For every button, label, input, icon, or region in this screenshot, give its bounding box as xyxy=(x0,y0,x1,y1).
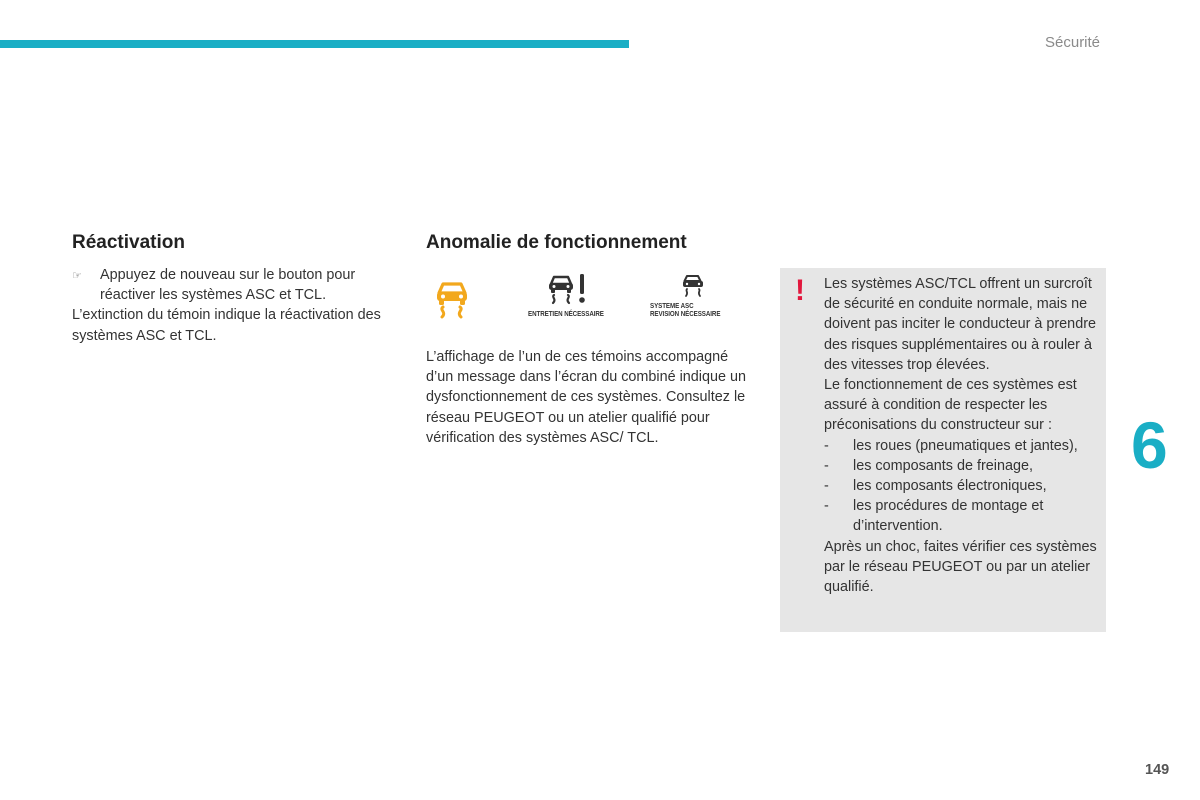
note-closing: Après un choc, faites vérifier ces systèmes par le réseau PEUGEOT ou par un atelier qualifié. xyxy=(824,538,1097,596)
note-text xyxy=(824,274,1100,597)
page-number: 149 xyxy=(1145,762,1170,778)
skid-warning-exclamation-icon xyxy=(514,272,621,318)
list-item: - les procédures de montage et d’intervention. xyxy=(824,496,1100,536)
entretien-caption: ENTRETIEN NÉCESSAIRE xyxy=(528,309,604,318)
reactivation-paragraph: L’extinction du témoin indique la réactivation des systèmes ASC et TCL. xyxy=(72,307,381,344)
reactivation-bullet xyxy=(72,265,387,305)
anomalie-paragraph: L’affichage de l’un de ces témoins accompagné d’un message dans l’écran du combiné indique un dysfonctionnement de ces systèmes. Consultez le réseau PEUGEOT ou un atelier qualifié pour vérification des systèmes ASC/ TCL. xyxy=(426,349,747,446)
systeme-asc-caption-line2: REVISION NÉCESSAIRE xyxy=(650,309,721,318)
systeme-asc-caption xyxy=(650,302,720,318)
reactivation-bullet-text: Appuyez de nouveau sur le bouton pour réactiver les systèmes ASC et TCL. xyxy=(100,267,356,304)
list-item-text: les composants électroniques, xyxy=(853,478,1047,495)
list-item: - les composants de freinage, xyxy=(824,456,1100,476)
chapter-number: 6 xyxy=(1131,408,1168,482)
asc-tcl-warning-lamp-icon xyxy=(434,280,470,320)
list-item: - les roues (pneumatiques et jantes), xyxy=(824,436,1100,456)
list-item-text: les procédures de montage et d’intervention. xyxy=(853,498,1044,535)
list-item: - les composants électroniques, xyxy=(824,476,1100,496)
warning-note-box xyxy=(780,268,1106,632)
header-accent-bar xyxy=(0,40,629,48)
reactivation-heading: Réactivation xyxy=(72,232,185,253)
exclamation-icon: ! xyxy=(795,274,805,307)
list-item-text: les roues (pneumatiques et jantes), xyxy=(853,437,1078,454)
hand-pointer-icon: ☞ xyxy=(72,270,82,282)
section-label: Sécurité xyxy=(1045,34,1101,51)
skid-warning-small-icon xyxy=(650,274,736,318)
anomalie-heading: Anomalie de fonctionnement xyxy=(426,232,687,253)
list-item-text: les composants de freinage, xyxy=(853,457,1033,474)
note-intro: Les systèmes ASC/TCL offrent un surcroît de sécurité en conduite normale, mais ne doivent pas inciter le conducteur à prendre des risques supplémentaires ou à rouler à des vitesses trop élevées. xyxy=(824,276,1096,373)
reactivation-body xyxy=(72,265,387,346)
systeme-asc-caption-line1: SYSTEME ASC xyxy=(650,301,694,310)
note-condition: Le fonctionnement de ces systèmes est assuré à condition de respecter les préconisations du constructeur sur : xyxy=(824,377,1077,434)
warning-icons-row xyxy=(426,268,766,332)
